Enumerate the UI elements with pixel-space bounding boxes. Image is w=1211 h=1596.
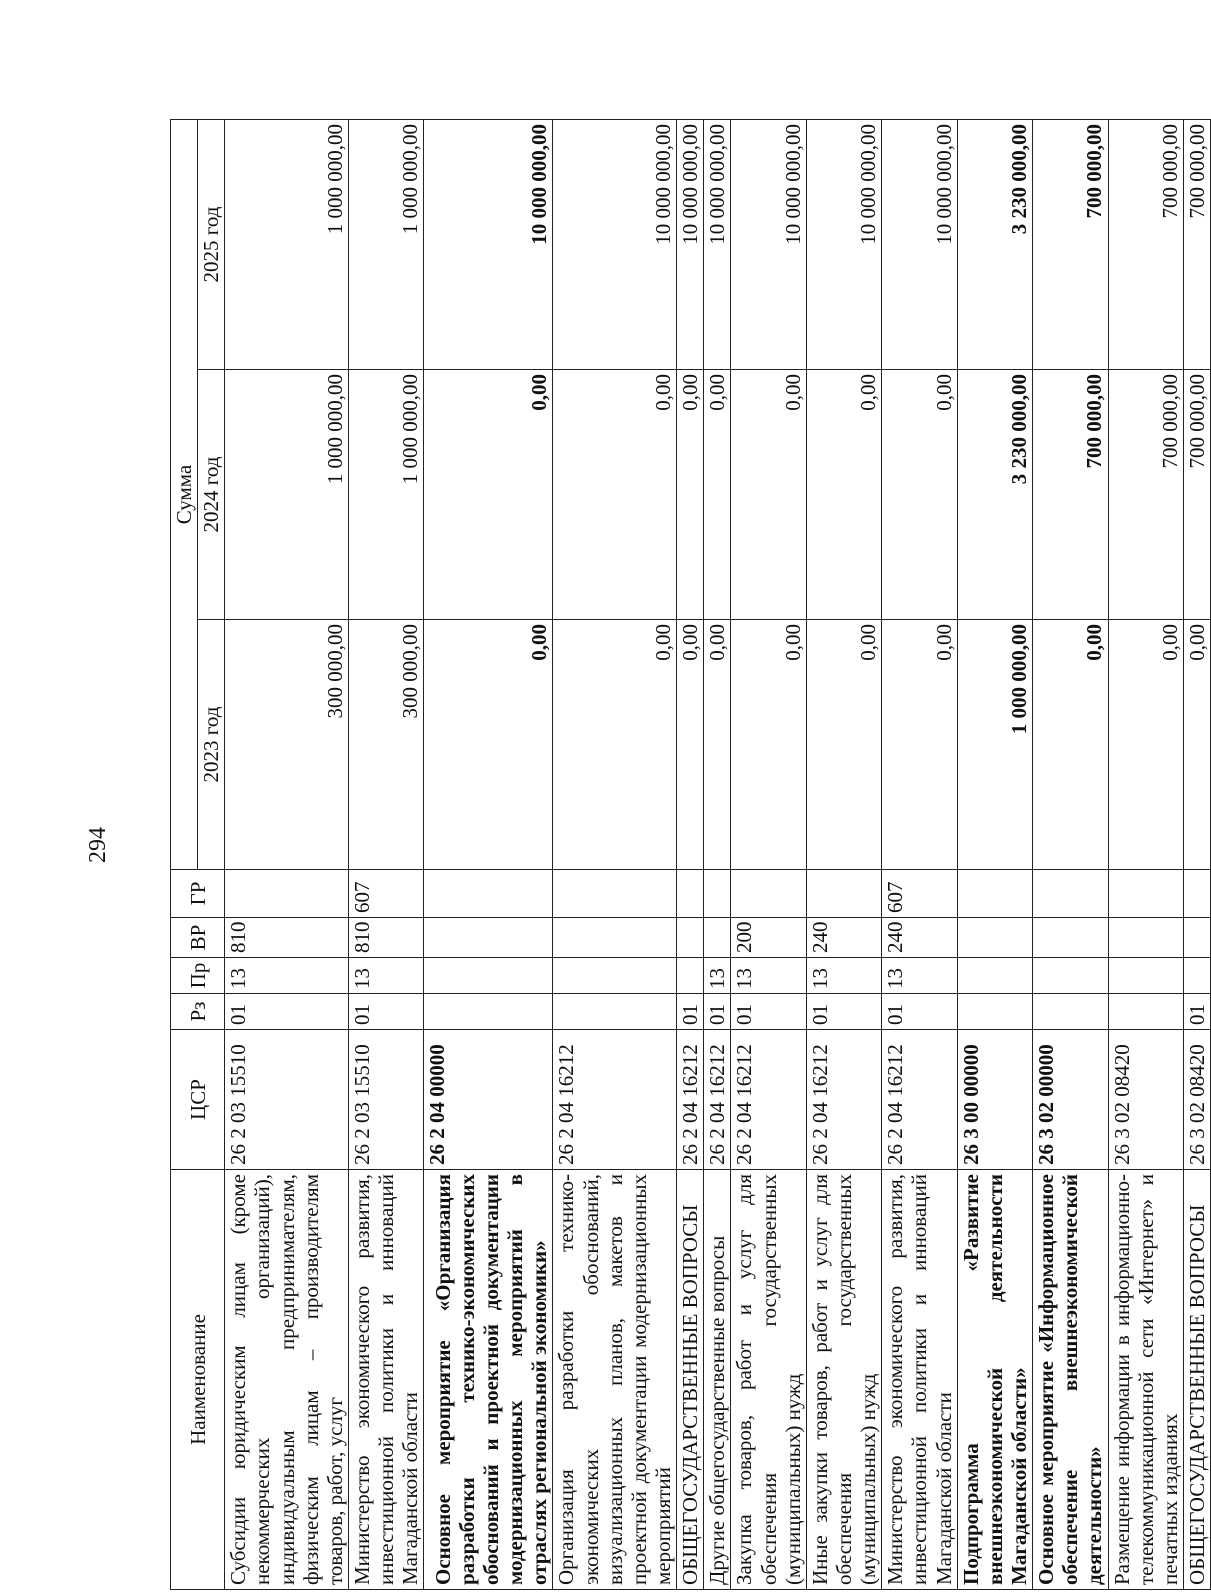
row-pr: 13 (882, 958, 957, 994)
row-sum-2023: 0,00 (677, 620, 704, 870)
row-gr (424, 870, 553, 918)
row-sum-2025: 10 000 000,00 (424, 119, 553, 369)
row-sum-2024: 0,00 (806, 370, 881, 620)
row-sum-2025: 10 000 000,00 (704, 119, 731, 369)
row-gr (1033, 870, 1108, 918)
table-row (1183, 119, 1210, 1589)
row-vr (1033, 918, 1108, 958)
row-sum-2024: 3 230 000,00 (957, 370, 1032, 620)
row-sum-2025: 700 000,00 (1108, 119, 1183, 369)
row-gr (806, 870, 881, 918)
row-sum-2023: 1 000 000,00 (957, 620, 1032, 870)
row-csr: 26 2 04 16212 (677, 1030, 704, 1170)
row-sum-2024: 700 000,00 (1108, 370, 1183, 620)
row-pr: 13 (704, 958, 731, 994)
table-row (1108, 119, 1183, 1589)
row-name: Другие общегосударственные вопросы (704, 1170, 731, 1590)
row-csr: 26 3 02 08420 (1183, 1030, 1210, 1170)
row-vr (553, 918, 677, 958)
row-gr: 607 (348, 870, 423, 918)
row-rz: 01 (882, 994, 957, 1030)
row-sum-2024: 0,00 (882, 370, 957, 620)
header-rz: Рз (171, 994, 225, 1030)
table-row (731, 119, 806, 1589)
row-sum-2025: 10 000 000,00 (882, 119, 957, 369)
row-gr (1183, 870, 1210, 918)
budget-table (170, 119, 1211, 1590)
row-rz: 01 (677, 994, 704, 1030)
table-row (348, 119, 423, 1589)
row-pr: 13 (806, 958, 881, 994)
row-sum-2024: 1 000 000,00 (225, 370, 349, 620)
header-pr: Пр (171, 958, 225, 994)
row-vr (704, 918, 731, 958)
row-sum-2025: 700 000,00 (1183, 119, 1210, 369)
row-sum-2025: 1 000 000,00 (225, 119, 349, 369)
row-sum-2023: 0,00 (882, 620, 957, 870)
row-pr: 13 (225, 958, 349, 994)
row-vr: 200 (731, 918, 806, 958)
row-name: Министерство экономического развития, инвестиционной политики и инноваций Магаданской области (348, 1170, 423, 1590)
row-rz: 01 (225, 994, 349, 1030)
row-csr: 26 2 04 16212 (553, 1030, 677, 1170)
row-name: ОБЩЕГОСУДАРСТВЕННЫЕ ВОПРОСЫ (1183, 1170, 1210, 1590)
row-gr (731, 870, 806, 918)
row-sum-2023: 0,00 (704, 620, 731, 870)
row-pr (957, 958, 1032, 994)
row-sum-2023: 300 000,00 (225, 620, 349, 870)
row-name: Подпрограмма «Развитие внешнеэкономической деятельности Магаданской области» (957, 1170, 1032, 1590)
row-sum-2024: 700 000,00 (1033, 370, 1108, 620)
row-csr: 26 2 04 16212 (731, 1030, 806, 1170)
table-row (1033, 119, 1108, 1589)
row-rz (553, 994, 677, 1030)
row-name: Иные закупки товаров, работ и услуг для обеспечения государственных (муниципальных) нужд (806, 1170, 881, 1590)
row-sum-2024: 0,00 (704, 370, 731, 620)
row-vr (424, 918, 553, 958)
row-pr (424, 958, 553, 994)
row-csr: 26 3 00 00000 (957, 1030, 1032, 1170)
row-gr (677, 870, 704, 918)
table-body (225, 119, 1211, 1589)
row-sum-2025: 10 000 000,00 (806, 119, 881, 369)
row-sum-2024: 0,00 (424, 370, 553, 620)
row-csr: 26 3 02 00000 (1033, 1030, 1108, 1170)
row-rz (424, 994, 553, 1030)
table-row (882, 119, 957, 1589)
table-row (704, 119, 731, 1589)
row-sum-2025: 10 000 000,00 (553, 119, 677, 369)
row-name: Основное мероприятие «Информационное обеспечение внешнеэкономической деятельности» (1033, 1170, 1108, 1590)
row-sum-2024: 1 000 000,00 (348, 370, 423, 620)
row-gr (553, 870, 677, 918)
row-sum-2023: 0,00 (1108, 620, 1183, 870)
row-sum-2025: 3 230 000,00 (957, 119, 1032, 369)
row-name: Министерство экономического развития, инвестиционной политики и инноваций Магаданской области (882, 1170, 957, 1590)
row-rz (1108, 994, 1183, 1030)
row-name: Размещение информации в информационно-телекоммуникационной сети «Интернет» и печатных изданиях (1108, 1170, 1183, 1590)
table-row (677, 119, 704, 1589)
header-sum: Сумма (171, 119, 198, 869)
row-gr (704, 870, 731, 918)
row-name: Субсидии юридическим лицам (кроме некоммерческих организаций), индивидуальным предпринимателям, физическим лицам – производителям товаров, работ, услуг (225, 1170, 349, 1590)
table-row (553, 119, 677, 1589)
table-row (957, 119, 1032, 1589)
row-name: ОБЩЕГОСУДАРСТВЕННЫЕ ВОПРОСЫ (677, 1170, 704, 1590)
row-sum-2023: 0,00 (806, 620, 881, 870)
row-sum-2023: 300 000,00 (348, 620, 423, 870)
table-row (424, 119, 553, 1589)
header-2025: 2025 год (198, 119, 225, 369)
header-2023: 2023 год (198, 620, 225, 870)
budget-table-sheet (170, 120, 1209, 1590)
row-csr: 26 2 04 00000 (424, 1030, 553, 1170)
row-csr: 26 2 04 16212 (882, 1030, 957, 1170)
row-rz: 01 (704, 994, 731, 1030)
row-vr (1183, 918, 1210, 958)
header-name: Наименование (171, 1170, 225, 1590)
row-sum-2025: 700 000,00 (1033, 119, 1108, 369)
row-vr: 810 (225, 918, 349, 958)
row-sum-2025: 1 000 000,00 (348, 119, 423, 369)
row-name: Организация разработки технико-экономических обоснований, визуализационных планов, макетов и проектной документации модернизационных мероприятий (553, 1170, 677, 1590)
row-gr: 607 (882, 870, 957, 918)
row-name: Основное мероприятие «Организация разработки технико-экономических обоснований и проектной документации модернизационных мероприятий в отраслях региональной экономики» (424, 1170, 553, 1590)
row-gr (957, 870, 1032, 918)
row-vr (1108, 918, 1183, 958)
row-rz: 01 (806, 994, 881, 1030)
row-sum-2025: 10 000 000,00 (731, 119, 806, 369)
row-pr: 13 (348, 958, 423, 994)
row-csr: 26 2 03 15510 (348, 1030, 423, 1170)
header-2024: 2024 год (198, 370, 225, 620)
row-csr: 26 2 04 16212 (704, 1030, 731, 1170)
row-pr: 13 (731, 958, 806, 994)
row-vr: 240 (882, 918, 957, 958)
row-vr: 810 (348, 918, 423, 958)
row-sum-2023: 0,00 (424, 620, 553, 870)
header-gr: ГР (171, 870, 225, 918)
row-name: Закупка товаров, работ и услуг для обеспечения государственных (муниципальных) нужд (731, 1170, 806, 1590)
row-csr: 26 3 02 08420 (1108, 1030, 1183, 1170)
row-sum-2024: 0,00 (553, 370, 677, 620)
row-pr (1183, 958, 1210, 994)
row-vr (957, 918, 1032, 958)
row-csr: 26 2 03 15510 (225, 1030, 349, 1170)
row-vr: 240 (806, 918, 881, 958)
row-rz (957, 994, 1032, 1030)
row-pr (1033, 958, 1108, 994)
row-gr (225, 870, 349, 918)
row-rz: 01 (348, 994, 423, 1030)
row-sum-2023: 0,00 (1033, 620, 1108, 870)
row-sum-2023: 0,00 (731, 620, 806, 870)
row-rz: 01 (731, 994, 806, 1030)
table-row (806, 119, 881, 1589)
row-pr (1108, 958, 1183, 994)
row-csr: 26 2 04 16212 (806, 1030, 881, 1170)
header-vr: ВР (171, 918, 225, 958)
row-sum-2023: 0,00 (553, 620, 677, 870)
row-gr (1108, 870, 1183, 918)
row-pr (677, 958, 704, 994)
row-pr (553, 958, 677, 994)
row-vr (677, 918, 704, 958)
row-sum-2025: 10 000 000,00 (677, 119, 704, 369)
row-sum-2024: 0,00 (731, 370, 806, 620)
table-row (225, 119, 349, 1589)
row-sum-2024: 700 000,00 (1183, 370, 1210, 620)
row-rz: 01 (1183, 994, 1210, 1030)
row-sum-2023: 0,00 (1183, 620, 1210, 870)
page-number: 294 (85, 827, 111, 863)
row-sum-2024: 0,00 (677, 370, 704, 620)
row-rz (1033, 994, 1108, 1030)
header-csr: ЦСР (171, 1030, 225, 1170)
